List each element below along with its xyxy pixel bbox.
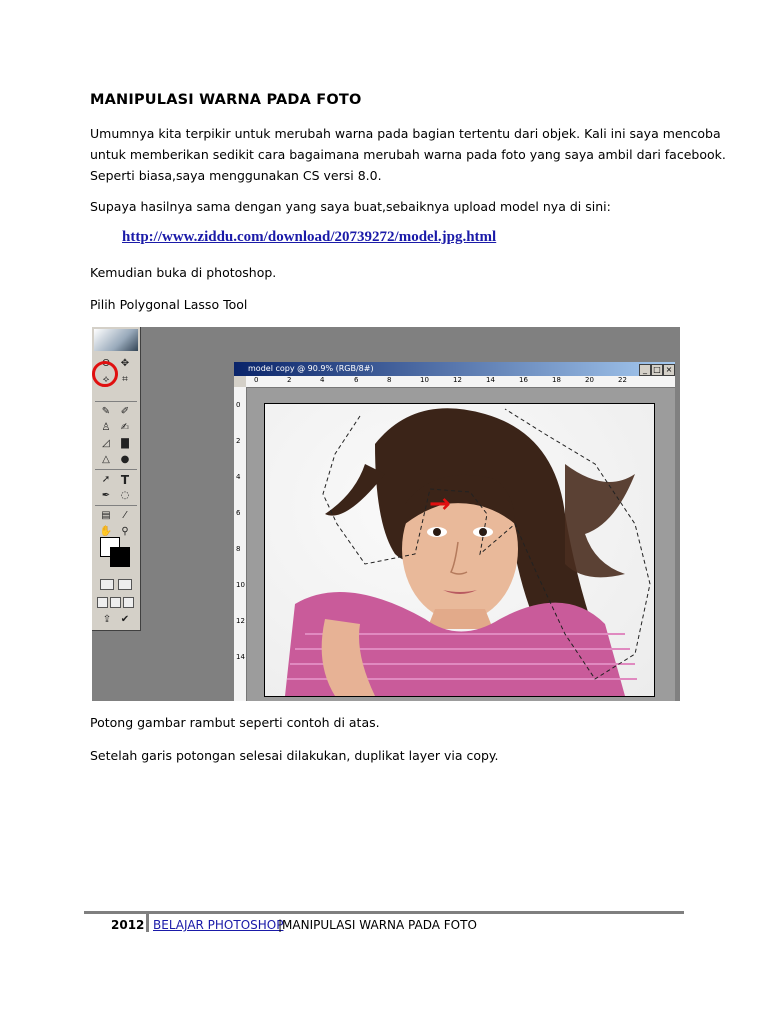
lasso-tool-icon: ʘ (102, 358, 110, 369)
tool-instruction: Pilih Polygonal Lasso Tool (90, 297, 248, 312)
ruler-tick-label: 6 (354, 376, 359, 384)
toolbox-divider (95, 469, 137, 470)
stamp-tool-icon: ♙ (101, 422, 111, 433)
photoshop-screenshot (92, 327, 680, 701)
hair-strand (565, 464, 635, 577)
move-tool-icon: ✥ (120, 358, 130, 369)
highlight-circle (92, 361, 118, 387)
quick-mask-mode-icon (118, 579, 132, 590)
blur-tool-icon: △ (102, 454, 110, 465)
maximize-icon: □ (651, 364, 663, 376)
eyedropper-tool-icon: ⁄ (124, 510, 126, 521)
ruler-tick-label: 0 (254, 376, 259, 384)
pupil-right (479, 528, 487, 536)
ruler-horizontal (246, 376, 675, 388)
intro-line-2: untuk memberikan sedikit cara bagaimana merubah warna pada foto yang saya ambil dari facebook. (90, 147, 726, 162)
ruler-tick-label: 12 (453, 376, 462, 384)
ruler-vertical (234, 387, 247, 701)
ruler-tick-label: 14 (236, 653, 245, 661)
screen-mode-black-icon (123, 597, 134, 608)
page-title: MANIPULASI WARNA PADA FOTO (90, 92, 362, 108)
pupil-left (433, 528, 441, 536)
ruler-tick-label: 14 (486, 376, 495, 384)
ruler-tick-label: 18 (552, 376, 561, 384)
hair-strand (325, 464, 385, 516)
ruler-tick-label: 20 (585, 376, 594, 384)
zoom-tool-icon: ⚲ (121, 526, 129, 537)
model-photo (264, 403, 655, 697)
pen-tool-icon: ✒ (101, 490, 111, 501)
hand-tool-icon: ✋ (99, 526, 113, 537)
footer-divider (84, 911, 684, 914)
toolbox-divider (95, 505, 137, 506)
document-window (234, 362, 675, 701)
document-titlebar (234, 362, 675, 376)
path-selection-tool-icon: ➚ (101, 474, 111, 485)
red-arrow-icon: → (429, 489, 451, 519)
model-download-link[interactable]: http://www.ziddu.com/download/20739272/model.jpg.html (122, 229, 497, 245)
toolbox-panel (92, 327, 141, 631)
ruler-tick-label: 22 (618, 376, 627, 384)
ruler-tick-label: 10 (236, 581, 245, 589)
crop-tool-icon: ⌗ (122, 374, 128, 385)
type-tool-icon: T (120, 473, 130, 487)
ruler-tick-label: 2 (236, 437, 241, 445)
notes-tool-icon: ▤ (101, 510, 111, 521)
ruler-tick-label: 10 (420, 376, 429, 384)
ruler-tick-label: 2 (287, 376, 292, 384)
toolbox-header-icon (94, 329, 138, 351)
ruler-tick-label: 8 (236, 545, 241, 553)
ruler-tick-label: 4 (236, 473, 241, 481)
footer-section-link[interactable]: BELAJAR PHOTOSHOP (153, 918, 284, 932)
duplicate-instruction: Setelah garis potongan selesai dilakukan, duplikat layer via copy. (90, 748, 499, 763)
intro-line-1: Umumnya kita terpikir untuk merubah warna pada bagian tertentu dari objek. Kali ini saya mencoba (90, 126, 721, 141)
gradient-tool-icon: ▇ (121, 438, 129, 449)
screen-mode-full-icon (110, 597, 121, 608)
minimize-icon: _ (639, 364, 651, 376)
footer-separator (146, 914, 149, 932)
background-color-swatch (110, 547, 130, 567)
dodge-tool-icon: ● (120, 454, 130, 465)
upload-instruction: Supaya hasilnya sama dengan yang saya buat,sebaiknya upload model nya di sini: (90, 199, 611, 214)
document-title: model copy @ 90.9% (RGB/8#) (248, 364, 374, 373)
history-brush-tool-icon: ✍ (120, 422, 130, 433)
cut-instruction: Potong gambar rambut seperti contoh di atas. (90, 715, 380, 730)
eraser-tool-icon: ◿ (102, 438, 110, 449)
brush-tool-icon: ✎ (101, 406, 111, 417)
checkmark-icon: ✔ (120, 614, 130, 625)
ruler-tick-label: 6 (236, 509, 241, 517)
footer-year: 2012 (111, 918, 145, 932)
ruler-tick-label: 12 (236, 617, 245, 625)
model-illustration (265, 404, 654, 696)
screen-mode-icon (97, 597, 108, 608)
ruler-tick-label: 0 (236, 401, 241, 409)
ruler-tick-label: 16 (519, 376, 528, 384)
intro-line-3: Seperti biasa,saya menggunakan CS versi 8.0. (90, 168, 382, 183)
jump-to-imageready-icon: ⇪ (102, 614, 112, 625)
ruler-tick-label: 8 (387, 376, 392, 384)
standard-mode-icon (100, 579, 114, 590)
open-instruction: Kemudian buka di photoshop. (90, 265, 277, 280)
close-icon: × (663, 364, 675, 376)
footer-doc-title: |MANIPULASI WARNA PADA FOTO (278, 918, 477, 932)
shape-tool-icon: ◌ (120, 490, 130, 501)
pencil-tool-icon: ✐ (120, 406, 130, 417)
polygonal-lasso-tool-icon: ⟡ (102, 374, 110, 385)
toolbox-divider (95, 401, 137, 402)
ruler-tick-label: 4 (320, 376, 325, 384)
